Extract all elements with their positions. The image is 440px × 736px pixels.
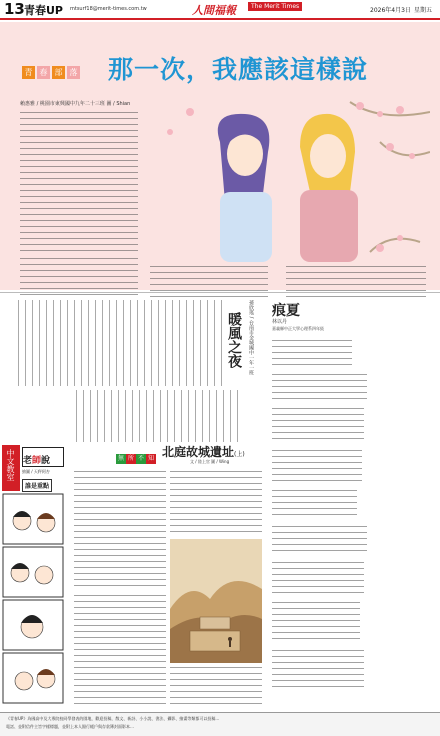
poem2-author: 林以丹 [272, 319, 288, 325]
wuzhi-title [162, 441, 245, 460]
poem2-stanza-3 [272, 408, 364, 442]
header [0, 0, 440, 20]
wuzhi-kicker-1: 無 [117, 455, 124, 462]
kicker-box-2: 春 [37, 66, 50, 79]
feature-body-col1 [20, 112, 138, 252]
brand-en: The Merit Times [248, 2, 302, 11]
kicker-box-1: 青 [22, 66, 35, 79]
page-number: 13 [4, 0, 25, 18]
kicker-box-3: 部 [52, 66, 65, 79]
wuzhi-kicker [116, 445, 156, 464]
poem1-title: 暖風之夜 [226, 312, 242, 368]
poem2-line-7 [272, 380, 312, 386]
poem2-stanza-4 [272, 450, 362, 484]
poem1-body [12, 300, 222, 386]
poem2-stanza-7 [272, 562, 364, 596]
feature-illustration [150, 92, 430, 262]
footer [0, 712, 440, 736]
kicker-box-4: 落 [67, 66, 80, 79]
feature-body-col3 [150, 266, 268, 300]
wuzhi-section [70, 445, 266, 710]
feature-section [0, 22, 440, 290]
wuzhi-body-2 [74, 595, 166, 705]
poem2-line-4 [272, 358, 320, 364]
footer-text: 《青春UP》為國高中及大專院校同學發表的園地，歡迎投稿，散文、新詩、小小說、書法、攝影、繪畫等類都可以投稿… [6, 716, 220, 721]
wuzhi-body-4 [170, 667, 262, 705]
feature-byline: 賴惠雅 / 桃園市東興國中九年二十三班 圖 / Shian [20, 101, 131, 107]
poem2-section [268, 300, 436, 710]
center-column-text [70, 390, 238, 442]
date: 2026年4月3日 [370, 7, 411, 14]
feature-title: 那一次，我應該這樣說 [108, 55, 369, 84]
column-title-2: 師 [32, 456, 42, 466]
wuzhi-body-1 [74, 471, 166, 591]
column-tagline: 誰是重點 [22, 479, 52, 492]
section-name: 青春UP [24, 4, 63, 17]
wuzhi-kicker-4: 知 [147, 455, 154, 462]
weekday: 星期五 [414, 7, 433, 14]
column-title-box [22, 447, 64, 467]
feature-body-col2 [20, 258, 138, 300]
feature-body-col4 [286, 266, 426, 300]
column-author: 繪圖 / 天秤阿杏 [22, 469, 50, 474]
woman-figure-icon [300, 114, 358, 262]
section-email: mtsurf18@merit-times.com.tw [70, 6, 147, 12]
brand-logo: 人間福報 [192, 4, 236, 17]
wuzhi-part: (上) [234, 451, 245, 458]
footer-text-2: 電話、並附信件主旨字樣標題，並附上本人銀行帳戶與存款簿封面影本… [6, 724, 134, 729]
wuzhi-title-text: 北庭故城遺址 [162, 445, 235, 459]
poem2-school: 嘉義縣中正大學心理系四年級 [272, 326, 324, 331]
feature-body-text [20, 110, 138, 122]
poem1-author: 孫欣瑤 / 台南市金城國中一年一班 [248, 300, 254, 375]
column-title-3: 說 [41, 456, 51, 466]
kicker-group [22, 60, 80, 79]
poem2-stanza-9 [272, 650, 364, 690]
comic-column [0, 445, 66, 710]
column-title-1: 老 [23, 456, 33, 466]
cherry-branch-icon [350, 102, 430, 252]
poem2-title: 痕夏 [272, 303, 300, 319]
poem2-stanza-8 [272, 602, 360, 642]
wuzhi-painting [170, 539, 262, 663]
girl-figure-icon [218, 114, 272, 262]
wuzhi-byline: 文 / 陸上官 圖 / Wing [190, 459, 230, 464]
wuzhi-kicker-3: 不 [137, 455, 144, 462]
wuzhi-body-3 [170, 471, 262, 535]
comic-panels [2, 493, 64, 705]
section-divider [0, 292, 440, 293]
poem2-stanza-5 [272, 490, 357, 518]
column-label-text: 中文教室 [6, 449, 15, 481]
poem2-stanza-6 [272, 526, 367, 554]
wuzhi-kicker-2: 所 [127, 455, 134, 462]
